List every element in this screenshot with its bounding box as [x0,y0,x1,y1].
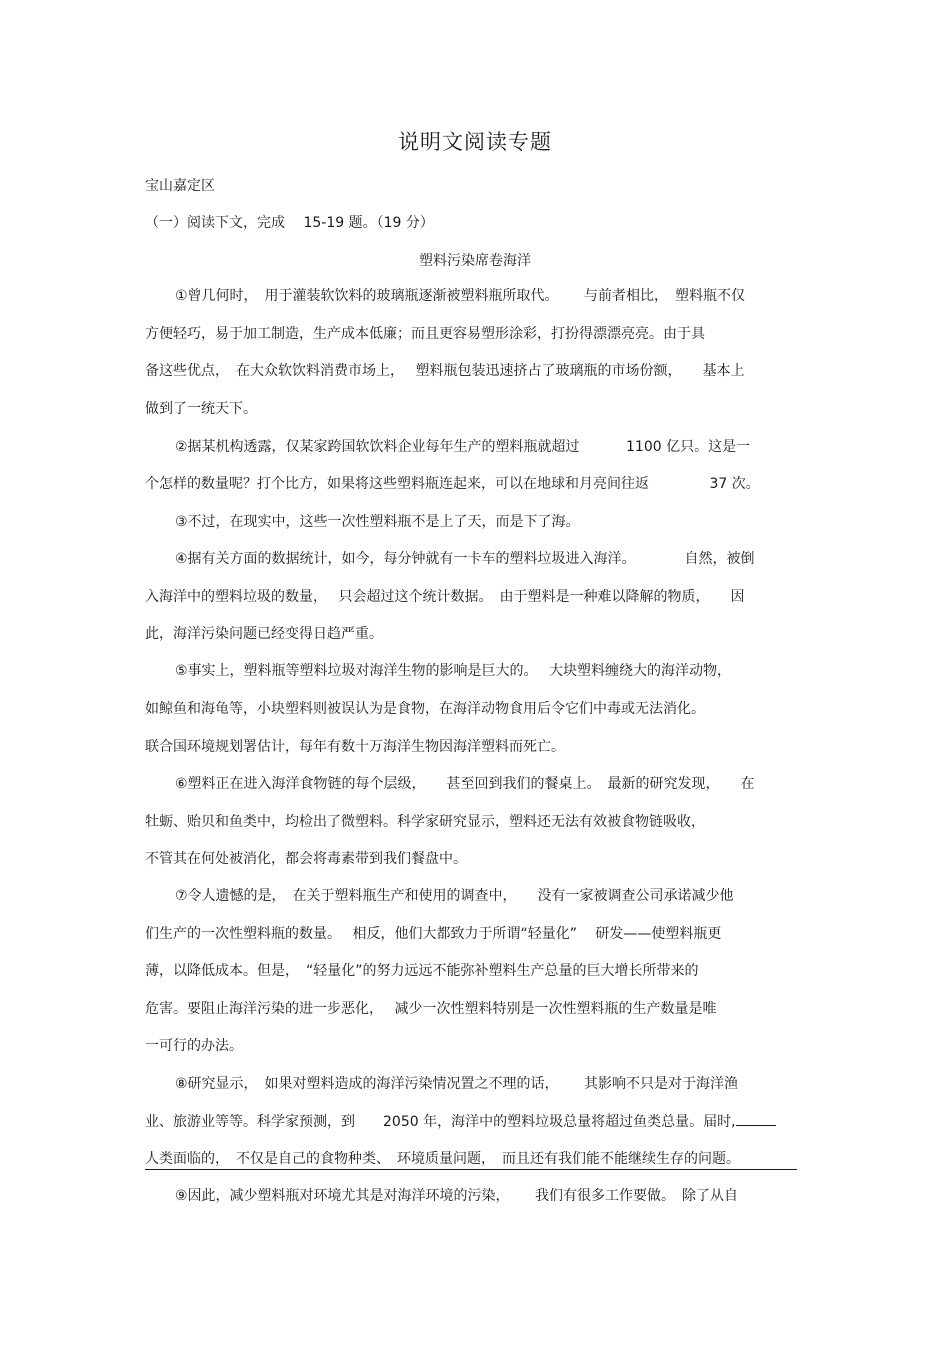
paragraph-7-line-3: 薄，以降低成本。但是， “轻量化”的努力远远不能弥补塑料生产总量的巨大增长所带来的 [145,963,699,979]
paragraph-1-line-1: ①曾几何时， 用于灌装软饮料的玻璃瓶逐渐被塑料瓶所取代。 与前者相比， 塑料瓶不仅 [175,288,745,304]
paragraph-1-line-3: 备这些优点， 在大众软饮料消费市场上， 塑料瓶包装迅速挤占了玻璃瓶的市场份额， 基本上 [145,363,745,379]
paragraph-8-line-1: ⑧研究显示， 如果对塑料造成的海洋污染情况置之不理的话， 其影响不只是对于海洋渔 [175,1076,738,1092]
paragraph-6-line-2: 牡蛎、贻贝和鱼类中，均检出了微塑料。科学家研究显示，塑料还无法有效被食物链吸收， [145,814,705,830]
paragraph-4-line-2: 入海洋中的塑料垃圾的数量， 只会超过这个统计数据。 由于塑料是一种难以降解的物质， 因 [145,589,745,605]
page-title: 说明文阅读专题 [398,130,552,154]
paragraph-8-line-2 [145,1111,805,1132]
paragraph-2-line-1: ②据某机构透露，仅某家跨国软饮料企业每年生产的塑料瓶就超过 1100 亿只。这是一 [175,439,751,455]
article-title: 塑料污染席卷海洋 [419,253,531,269]
paragraph-6-line-1: ⑥塑料正在进入海洋食物链的每个层级， 甚至回到我们的餐桌上。 最新的研究发现， 在 [175,776,755,792]
paragraph-5-line-3: 联合国环境规划署估计，每年有数十万海洋生物因海洋塑料而死亡。 [145,739,565,755]
paragraph-9-line-1: ⑨因此，减少塑料瓶对环境尤其是对海洋环境的污染， 我们有很多工作要做。 除了从自 [175,1188,738,1204]
answer-blank [736,1111,776,1126]
paragraph-3-line-1: ③不过，在现实中，这些一次性塑料瓶不是上了天，而是下了海。 [175,514,580,530]
paragraph-7-line-5: 一可行的办法。 [145,1038,243,1054]
paragraph-8-line-2-text: 业、旅游业等等。科学家预测，到 2050 年，海洋中的塑料垃圾总量将超过鱼类总量。届时, [145,1114,736,1130]
paragraph-7-line-2: 们生产的一次性塑料瓶的数量。 相反，他们大都致力于所谓“轻量化” 研发——使塑料瓶更 [145,926,722,942]
paragraph-5-line-2: 如鲸鱼和海龟等，小块塑料则被误认为是食物，在海洋动物食用后令它们中毒或无法消化。 [145,701,705,717]
paragraph-7-line-4: 危害。要阻止海洋污染的进一步恶化， 减少一次性塑料特别是一次性塑料瓶的生产数量是唯 [145,1001,717,1017]
paragraph-1-line-2: 方便轻巧，易于加工制造，生产成本低廉；而且更容易塑形涂彩，打扮得漂漂亮亮。由于具 [145,326,705,342]
paragraph-1-line-4: 做到了一统天下。 [145,401,257,417]
paragraph-2-line-2: 个怎样的数量呢？打个比方，如果将这些塑料瓶连起来，可以在地球和月亮间往返 37 次。 [145,476,760,492]
question-instruction: （一）阅读下文，完成 15-19 题。（19 分） [145,215,434,231]
paragraph-7-line-1: ⑦令人遗憾的是， 在关于塑料瓶生产和使用的调查中， 没有一家被调查公司承诺减少他 [175,888,734,904]
paragraph-6-line-3: 不管其在何处被消化，都会将毒素带到我们餐盘中。 [145,851,467,867]
paragraph-4-line-3: 此，海洋污染问题已经变得日趋严重。 [145,626,383,642]
paragraph-5-line-1: ⑤事实上，塑料瓶等塑料垃圾对海洋生物的影响是巨大的。 大块塑料缠绕大的海洋动物， [175,663,731,679]
district-label: 宝山嘉定区 [145,178,215,194]
underlined-sentence: 人类面临的， 不仅是自己的食物种类、 环境质量问题， 而且还有我们能不能继续生存的问题。 [145,1149,797,1170]
paragraph-4-line-1: ④据有关方面的数据统计，如今，每分钟就有一卡车的塑料垃圾进入海洋。 自然，被倒 [175,551,755,567]
